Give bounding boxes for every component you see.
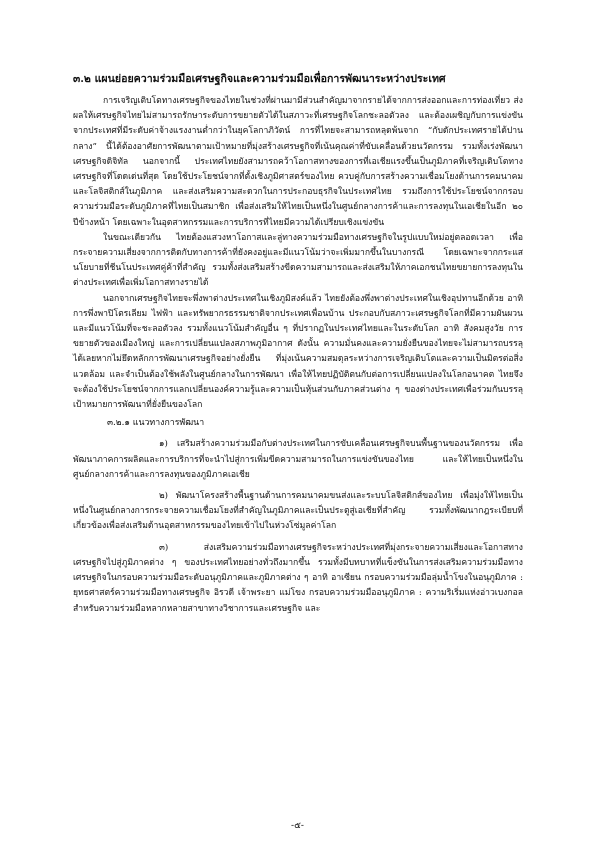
list-item: ๒) พัฒนาโครงสร้างพื้นฐานด้านการคมนาคมขนส่งและระบบโลจิสติกส์ของไทย เพื่อมุ่งให้ไทยเป็นหนึ่งในศูนย์กลางการกระจายความเชื่อมโยงที่สำคัญในภูมิภาคและเป็นประตูสู่เอเชียที่สำคัญ รวมทั้งพัฒนากฎระเบียบที่เกี่ยวข้องเพื่อส่งเสริมด้านอุตสาหกรรมของไทยเข้าไปในห่วงโซ่มูลค่าโลก (73, 491, 523, 532)
list-item: ๓) ส่งเสริมความร่วมมือทางเศรษฐกิจระหว่างประเทศที่มุ่งกระจายความเสี่ยงและโอกาสทางเศรษฐกิจไปสู่ภูมิภาคต่าง ๆ ของประเทศไทยอย่างทั่วถึงมากขึ้น รวมทั้งมีบทบาทที่แข็งขันในการส่งเสริมความร่วมมือทางเศรษฐกิจในกรอบความร่วมมือระดับอนุภูมิภาคและภูมิภาคต่าง ๆ อาทิ อาเซียน กรอบความร่วมมือลุ่มน้ำโขงในอนุภูมิภาค : ยุทธศาสตร์ความร่วมมือทางเศรษฐกิจ อิรวดี เจ้าพระยา แม่โขง กรอบความร่วมมืออนุภูมิภาค : ความริเริ่มแห่งอ่าวเบงกอลสำหรับความร่วมมือหลากหลายสาขาทางวิชาการและเศรษฐกิจ และ (73, 542, 523, 614)
body-paragraph: การเจริญเติบโตทางเศรษฐกิจของไทยในช่วงที่ผ่านมามีส่วนสำคัญมาจากรายได้จากการส่งออกและการท่องเที่ยว ส่งผลให้เศรษฐกิจไทยไม่สามารถรักษาระดับการขยายตัวได้ในสภาวะที่เศรษฐกิจโลกชะลอตัวลง และต้องเผชิญกับการแข่งขันจากประเทศที่มีระดับค่าจ้างแรงงานต่ำกว่าในยุคโลกาภิวัตน์ การที่ไทยจะสามารถหลุดพ้นจาก “กับดักประเทศรายได้ปานกลาง” นี้ได้ต้องอาศัยการพัฒนาตามเป้าหมายที่มุ่งสร้างเศรษฐกิจที่เน้นคุณค่าที่ขับเคลื่อนด้วยนวัตกรรม รวมทั้งเร่งพัฒนาเศรษฐกิจดิจิทัล นอกจากนี้ ประเทศไทยยังสามารถคว้าโอกาสทางของการที่เอเชียแรงขึ้นเป็นภูมิภาคที่เจริญเติบโตทางเศรษฐกิจที่โดดเด่นที่สุด โดยใช้ประโยชน์จากที่ตั้งเชิงภูมิศาสตร์ของไทย ควบคู่กับการสร้างความเชื่อมโยงด้านการคมนาคมและโลจิสติกส์ในภูมิภาค และส่งเสริมความสะดวกในการประกอบธุรกิจในประเทศไทย รวมถึงการใช้ประโยชน์จากกรอบความร่วมมือระดับภูมิภาคที่ไทยเป็นสมาชิก เพื่อส่งเสริมให้ไทยเป็นหนึ่งในศูนย์กลางการค้าและการลงทุนในเอเชียในอีก ๒๐ ปีข้างหน้า โดยเฉพาะในอุตสาหกรรมและการบริการที่ไทยมีความได้เปรียบเชิงแข่งขัน (73, 96, 523, 228)
body-paragraph: ในขณะเดียวกัน ไทยต้องแสวงหาโอกาสและลู่ทางความร่วมมือทางเศรษฐกิจในรูปแบบใหม่อยู่ตลอดเวลา เพื่อกระจายความเสี่ยงจากการติดกับทางการค้าที่ยังคงอยู่และมีแนวโน้มว่าจะเพิ่มมากขึ้นในบางกรณี โดยเฉพาะจากกระแสนโยบายที่ชีนโนประเทศคู่ค้าที่สำคัญ รวมทั้งส่งเสริมสร้างขีดความสามารถและส่งเสริมให้ภาคเอกชนไทยขยายการลงทุนในต่างประเทศเพื่อเพิ่มโอกาสทางรายได้ (73, 232, 523, 289)
list-item: ๑) เสริมสร้างความร่วมมือกับต่างประเทศในการขับเคลื่อนเศรษฐกิจบนพื้นฐานของนวัตกรรม เพื่อพัฒนาภาคการผลิตและการบริการที่จะนำไปสู่การเพิ่มขีดความสามารถในการแข่งขันของไทย และให้ไทยเป็นหนึ่งในศูนย์กลางการค้าและการลงทุนของภูมิภาคเอเชีย (73, 439, 523, 480)
subsection-heading: ๓.๒.๑ แนวทางการพัฒนา (107, 418, 205, 429)
page-content (73, 72, 523, 623)
body-paragraph: นอกจากเศรษฐกิจไทยจะพึ่งพาต่างประเทศในเชิงภูมิสงค์แล้ว ไทยยังต้องพึ่งพาต่างประเทศในเชิงอุปทานอีกด้วย อาทิ การพึ่งพาปิโตรเลียม ไฟฟ้า และทรัพยากรธรรมชาติจากประเทศเพื่อนบ้าน ประกอบกับสภาวะเศรษฐกิจโลกที่มีความผันผวนและมีแนวโน้มที่จะชะลอตัวลง รวมทั้งแนวโน้มสำคัญอื่น ๆ ที่ปรากฏในประเทศไทยและในระดับโลก อาทิ สังคมสูงวัย การขยายตัวของเมืองใหญ่ และการเปลี่ยนแปลงสภาพภูมิอากาศ ดังนั้น ความมั่นคงและความยั่งยืนของไทยจะไม่สามารถบรรลุได้เลยหากไม่ยึดหลักการพัฒนาเศรษฐกิจอย่างยั่งยืน ที่มุ่งเน้นความสมดุลระหว่างการเจริญเติบโตและความเป็นมิตรต่อสิ่งแวดล้อม และจำเป็นต้องใช้พลังในศูนย์กลางในการพัฒนา เพื่อให้ไทยปฏิบัติตนกับต่อการเปลี่ยนแปลงในโลกอนาคต ไทยจึงจะต้องใช้ประโยชน์จากการแลกเปลี่ยนองค์ความรู้และความเป็นหุ้นส่วนกับภาคส่วนต่าง ๆ ของต่างประเทศเพื่อร่วมกันบรรลุเป้าหมายการพัฒนาที่ยั่งยืนของโลก (73, 293, 523, 411)
section-heading: ๓.๒ แผนย่อยความร่วมมือเศรษฐกิจและความร่วมมือเพื่อการพัฒนาระหว่างประเทศ (73, 73, 446, 85)
page-number: -๕- (291, 821, 304, 831)
